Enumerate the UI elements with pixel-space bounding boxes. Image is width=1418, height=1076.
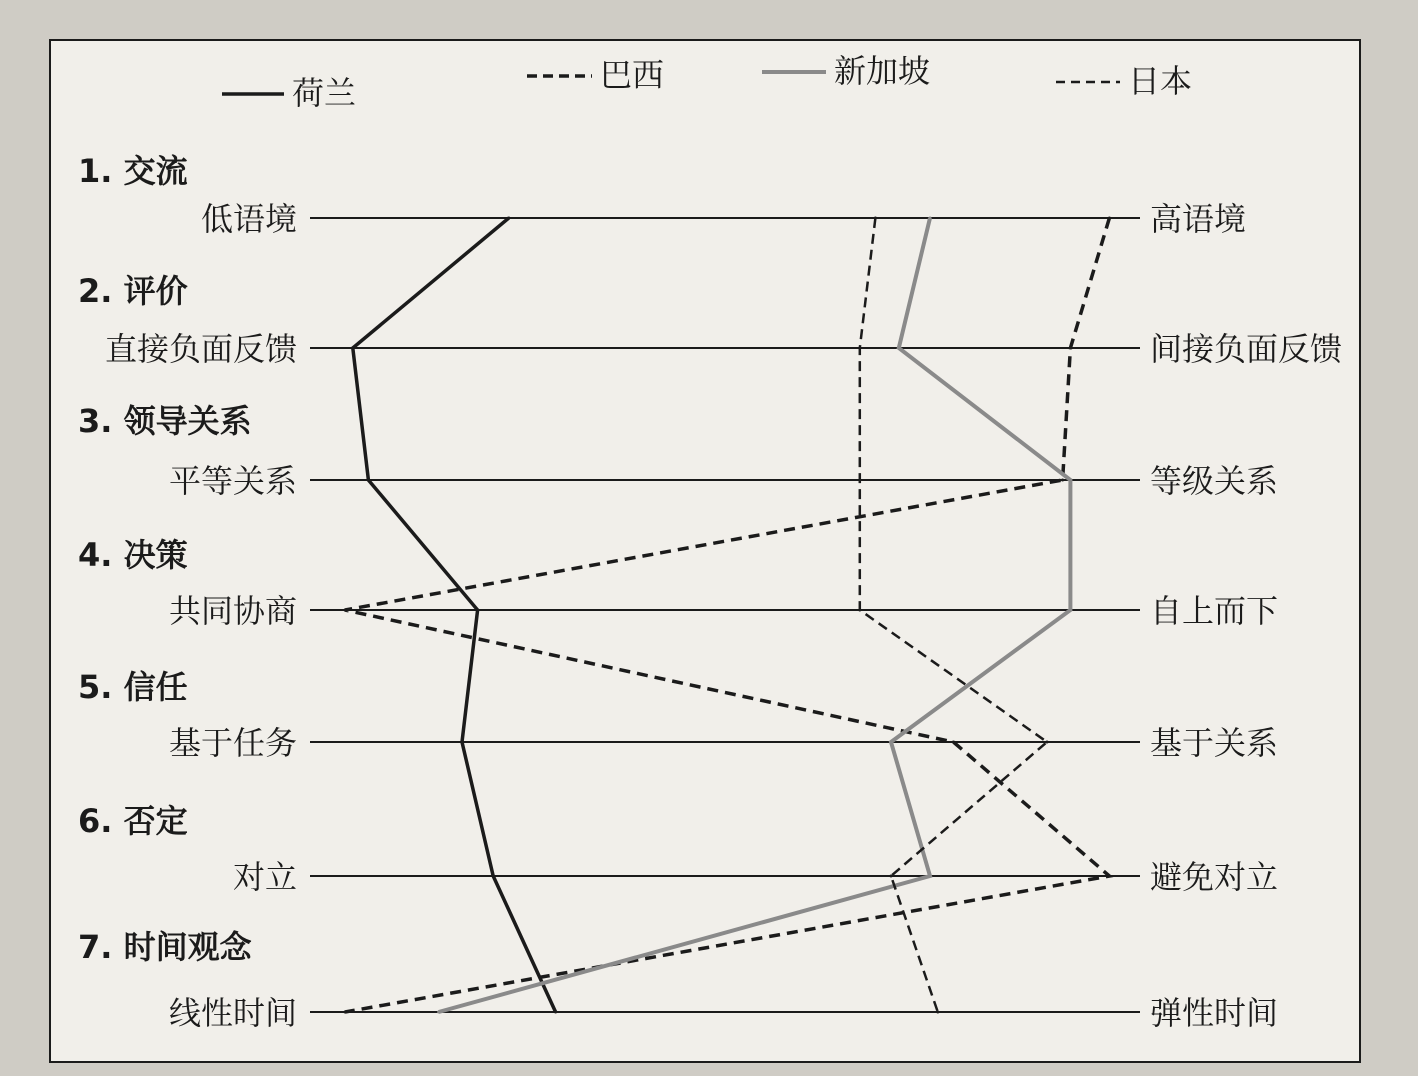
data-point-netherlands xyxy=(507,217,510,220)
legend-label-netherlands: 荷兰 xyxy=(292,74,357,112)
data-point-singapore xyxy=(890,741,893,744)
data-point-singapore xyxy=(1069,479,1072,482)
left-pole-label: 直接负面反馈 xyxy=(104,330,297,368)
data-point-brazil xyxy=(1108,217,1111,220)
right-pole-label: 自上而下 xyxy=(1150,592,1279,630)
data-point-japan xyxy=(858,479,861,482)
data-point-brazil xyxy=(1108,875,1111,878)
data-point-brazil xyxy=(952,741,955,744)
right-pole-label: 基于关系 xyxy=(1150,724,1279,762)
data-point-japan xyxy=(1046,741,1049,744)
dimension-title: 2. 评价 xyxy=(78,272,188,310)
data-point-brazil xyxy=(344,1011,347,1014)
dimension-title: 6. 否定 xyxy=(78,802,188,840)
data-point-brazil xyxy=(344,609,347,612)
data-point-singapore xyxy=(929,217,932,220)
legend-label-brazil: 巴西 xyxy=(600,56,665,94)
data-point-brazil xyxy=(1069,347,1072,350)
right-pole-label: 避免对立 xyxy=(1150,858,1279,896)
legend-label-singapore: 新加坡 xyxy=(834,52,931,90)
left-pole-label: 基于任务 xyxy=(168,724,297,762)
data-point-netherlands xyxy=(351,347,354,350)
left-pole-label: 对立 xyxy=(232,858,297,896)
data-point-netherlands xyxy=(476,609,479,612)
data-point-netherlands xyxy=(367,479,370,482)
right-pole-label: 等级关系 xyxy=(1150,462,1279,500)
data-point-japan xyxy=(890,875,893,878)
data-point-japan xyxy=(858,609,861,612)
data-point-brazil xyxy=(1061,479,1064,482)
data-point-japan xyxy=(936,1011,939,1014)
data-point-japan xyxy=(858,347,861,350)
data-point-singapore xyxy=(929,875,932,878)
left-pole-label: 线性时间 xyxy=(168,994,297,1032)
data-point-netherlands xyxy=(554,1011,557,1014)
right-pole-label: 高语境 xyxy=(1150,200,1247,238)
dimension-title: 5. 信任 xyxy=(78,668,188,706)
left-pole-label: 低语境 xyxy=(200,200,297,238)
data-point-netherlands xyxy=(492,875,495,878)
left-pole-label: 共同协商 xyxy=(168,592,297,630)
dimension-title: 1. 交流 xyxy=(78,152,188,190)
data-point-singapore xyxy=(1069,609,1072,612)
left-pole-label: 平等关系 xyxy=(168,462,297,500)
dimension-title: 4. 决策 xyxy=(78,536,188,574)
dimension-title: 7. 时间观念 xyxy=(78,928,252,966)
right-pole-label: 弹性时间 xyxy=(1150,994,1279,1032)
legend-label-japan: 日本 xyxy=(1128,62,1193,100)
data-point-singapore xyxy=(437,1011,440,1014)
dimension-title: 3. 领导关系 xyxy=(78,402,252,440)
data-point-singapore xyxy=(897,347,900,350)
diagram-panel xyxy=(50,40,1360,1062)
data-point-japan xyxy=(874,217,877,220)
right-pole-label: 间接负面反馈 xyxy=(1150,330,1343,368)
data-point-netherlands xyxy=(461,741,464,744)
